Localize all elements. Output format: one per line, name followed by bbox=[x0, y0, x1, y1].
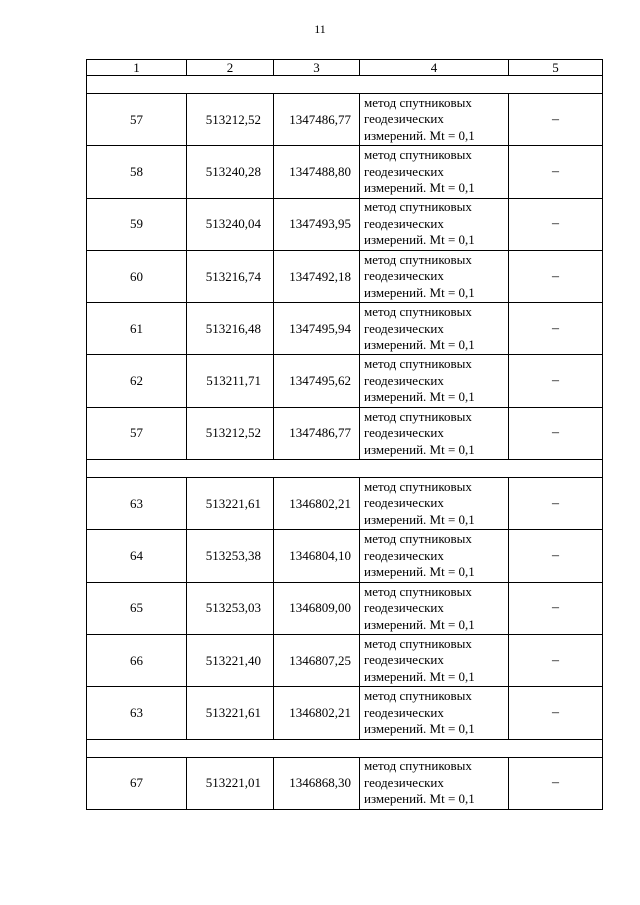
method-cell bbox=[360, 687, 509, 739]
method-line: метод спутниковых bbox=[364, 94, 472, 110]
coordinates-table bbox=[86, 59, 603, 810]
method-cell bbox=[360, 407, 509, 459]
note-cell: – bbox=[509, 250, 603, 302]
table-row bbox=[87, 355, 603, 407]
note-cell: – bbox=[509, 407, 603, 459]
table-row bbox=[87, 582, 603, 634]
group-separator-row bbox=[87, 460, 603, 478]
y-coordinate-cell: 1347492,18 bbox=[274, 250, 360, 302]
method-line: геодезических bbox=[364, 704, 444, 720]
table-row bbox=[87, 687, 603, 739]
page-number: 11 bbox=[314, 22, 326, 36]
method-line: измерений. Mt = 0,1 bbox=[364, 389, 475, 405]
x-coordinate-cell: 513221,40 bbox=[187, 634, 274, 686]
table-row bbox=[87, 530, 603, 582]
method-cell bbox=[360, 530, 509, 582]
note-cell: – bbox=[509, 478, 603, 530]
point-number-cell: 60 bbox=[87, 250, 187, 302]
table-row bbox=[87, 94, 603, 146]
method-line: геодезических bbox=[364, 495, 444, 511]
y-coordinate-cell: 1346802,21 bbox=[274, 687, 360, 739]
point-number-cell: 63 bbox=[87, 478, 187, 530]
method-cell bbox=[360, 355, 509, 407]
method-line: измерений. Mt = 0,1 bbox=[364, 511, 475, 527]
y-coordinate-cell: 1346868,30 bbox=[274, 757, 360, 809]
method-line: измерений. Mt = 0,1 bbox=[364, 127, 475, 143]
point-number-cell: 57 bbox=[87, 407, 187, 459]
note-cell: – bbox=[509, 687, 603, 739]
method-line: геодезических bbox=[364, 215, 444, 231]
x-coordinate-cell: 513253,03 bbox=[187, 582, 274, 634]
y-coordinate-cell: 1346802,21 bbox=[274, 478, 360, 530]
point-number-cell: 67 bbox=[87, 757, 187, 809]
table-row bbox=[87, 198, 603, 250]
method-line: метод спутниковых bbox=[364, 583, 472, 599]
point-number-cell: 64 bbox=[87, 530, 187, 582]
point-number-cell: 63 bbox=[87, 687, 187, 739]
column-header-3: 3 bbox=[274, 60, 360, 76]
y-coordinate-cell: 1347488,80 bbox=[274, 146, 360, 198]
method-line: геодезических bbox=[364, 111, 444, 127]
point-number-cell: 66 bbox=[87, 634, 187, 686]
method-line: геодезических bbox=[364, 600, 444, 616]
point-number-cell: 62 bbox=[87, 355, 187, 407]
table-row bbox=[87, 757, 603, 809]
group-separator-cell bbox=[87, 739, 603, 757]
method-line: метод спутниковых bbox=[364, 688, 472, 704]
table-body bbox=[87, 60, 603, 810]
method-cell bbox=[360, 250, 509, 302]
method-line: метод спутниковых bbox=[364, 478, 472, 494]
method-cell bbox=[360, 478, 509, 530]
header-row bbox=[87, 60, 603, 76]
method-line: измерений. Mt = 0,1 bbox=[364, 721, 475, 737]
method-line: измерений. Mt = 0,1 bbox=[364, 564, 475, 580]
table-row bbox=[87, 407, 603, 459]
column-header-4: 4 bbox=[360, 60, 509, 76]
y-coordinate-cell: 1347495,62 bbox=[274, 355, 360, 407]
method-line: измерений. Mt = 0,1 bbox=[364, 616, 475, 632]
table-row bbox=[87, 250, 603, 302]
note-cell: – bbox=[509, 94, 603, 146]
method-line: измерений. Mt = 0,1 bbox=[364, 441, 475, 457]
note-cell: – bbox=[509, 530, 603, 582]
method-line: метод спутниковых bbox=[364, 531, 472, 547]
method-line: измерений. Mt = 0,1 bbox=[364, 668, 475, 684]
x-coordinate-cell: 513211,71 bbox=[187, 355, 274, 407]
y-coordinate-cell: 1346809,00 bbox=[274, 582, 360, 634]
y-coordinate-cell: 1347493,95 bbox=[274, 198, 360, 250]
note-cell: – bbox=[509, 582, 603, 634]
method-line: геодезических bbox=[364, 268, 444, 284]
x-coordinate-cell: 513221,61 bbox=[187, 687, 274, 739]
note-cell: – bbox=[509, 757, 603, 809]
method-line: измерений. Mt = 0,1 bbox=[364, 791, 475, 807]
method-line: геодезических bbox=[364, 774, 444, 790]
method-cell bbox=[360, 94, 509, 146]
method-line: метод спутниковых bbox=[364, 758, 472, 774]
column-header-2: 2 bbox=[187, 60, 274, 76]
column-header-5: 5 bbox=[509, 60, 603, 76]
x-coordinate-cell: 513253,38 bbox=[187, 530, 274, 582]
method-line: геодезических bbox=[364, 372, 444, 388]
note-cell: – bbox=[509, 355, 603, 407]
method-cell bbox=[360, 757, 509, 809]
group-separator-row bbox=[87, 739, 603, 757]
method-line: геодезических bbox=[364, 163, 444, 179]
x-coordinate-cell: 513221,61 bbox=[187, 478, 274, 530]
group-separator-cell bbox=[87, 76, 603, 94]
x-coordinate-cell: 513216,48 bbox=[187, 303, 274, 355]
x-coordinate-cell: 513212,52 bbox=[187, 407, 274, 459]
method-line: метод спутниковых bbox=[364, 356, 472, 372]
column-header-1: 1 bbox=[87, 60, 187, 76]
y-coordinate-cell: 1347495,94 bbox=[274, 303, 360, 355]
table-row bbox=[87, 146, 603, 198]
point-number-cell: 65 bbox=[87, 582, 187, 634]
note-cell: – bbox=[509, 634, 603, 686]
note-cell: – bbox=[509, 146, 603, 198]
x-coordinate-cell: 513221,01 bbox=[187, 757, 274, 809]
method-line: измерений. Mt = 0,1 bbox=[364, 337, 475, 353]
method-line: измерений. Mt = 0,1 bbox=[364, 180, 475, 196]
method-line: измерений. Mt = 0,1 bbox=[364, 284, 475, 300]
y-coordinate-cell: 1346807,25 bbox=[274, 634, 360, 686]
method-line: метод спутниковых bbox=[364, 408, 472, 424]
method-cell bbox=[360, 146, 509, 198]
point-number-cell: 58 bbox=[87, 146, 187, 198]
method-line: геодезических bbox=[364, 425, 444, 441]
method-line: метод спутниковых bbox=[364, 147, 472, 163]
method-cell bbox=[360, 634, 509, 686]
note-cell: – bbox=[509, 303, 603, 355]
x-coordinate-cell: 513216,74 bbox=[187, 250, 274, 302]
group-separator-row bbox=[87, 76, 603, 94]
method-line: геодезических bbox=[364, 652, 444, 668]
point-number-cell: 57 bbox=[87, 94, 187, 146]
table-row bbox=[87, 634, 603, 686]
method-line: измерений. Mt = 0,1 bbox=[364, 232, 475, 248]
y-coordinate-cell: 1346804,10 bbox=[274, 530, 360, 582]
group-separator-cell bbox=[87, 460, 603, 478]
method-line: метод спутниковых bbox=[364, 635, 472, 651]
x-coordinate-cell: 513240,04 bbox=[187, 198, 274, 250]
method-line: метод спутниковых bbox=[364, 304, 472, 320]
method-line: метод спутниковых bbox=[364, 251, 472, 267]
note-cell: – bbox=[509, 198, 603, 250]
method-cell bbox=[360, 582, 509, 634]
method-cell bbox=[360, 198, 509, 250]
point-number-cell: 59 bbox=[87, 198, 187, 250]
x-coordinate-cell: 513240,28 bbox=[187, 146, 274, 198]
method-line: геодезических bbox=[364, 320, 444, 336]
table-row bbox=[87, 478, 603, 530]
method-cell bbox=[360, 303, 509, 355]
table-row bbox=[87, 303, 603, 355]
x-coordinate-cell: 513212,52 bbox=[187, 94, 274, 146]
y-coordinate-cell: 1347486,77 bbox=[274, 94, 360, 146]
method-line: геодезических bbox=[364, 547, 444, 563]
y-coordinate-cell: 1347486,77 bbox=[274, 407, 360, 459]
method-line: метод спутниковых bbox=[364, 199, 472, 215]
point-number-cell: 61 bbox=[87, 303, 187, 355]
